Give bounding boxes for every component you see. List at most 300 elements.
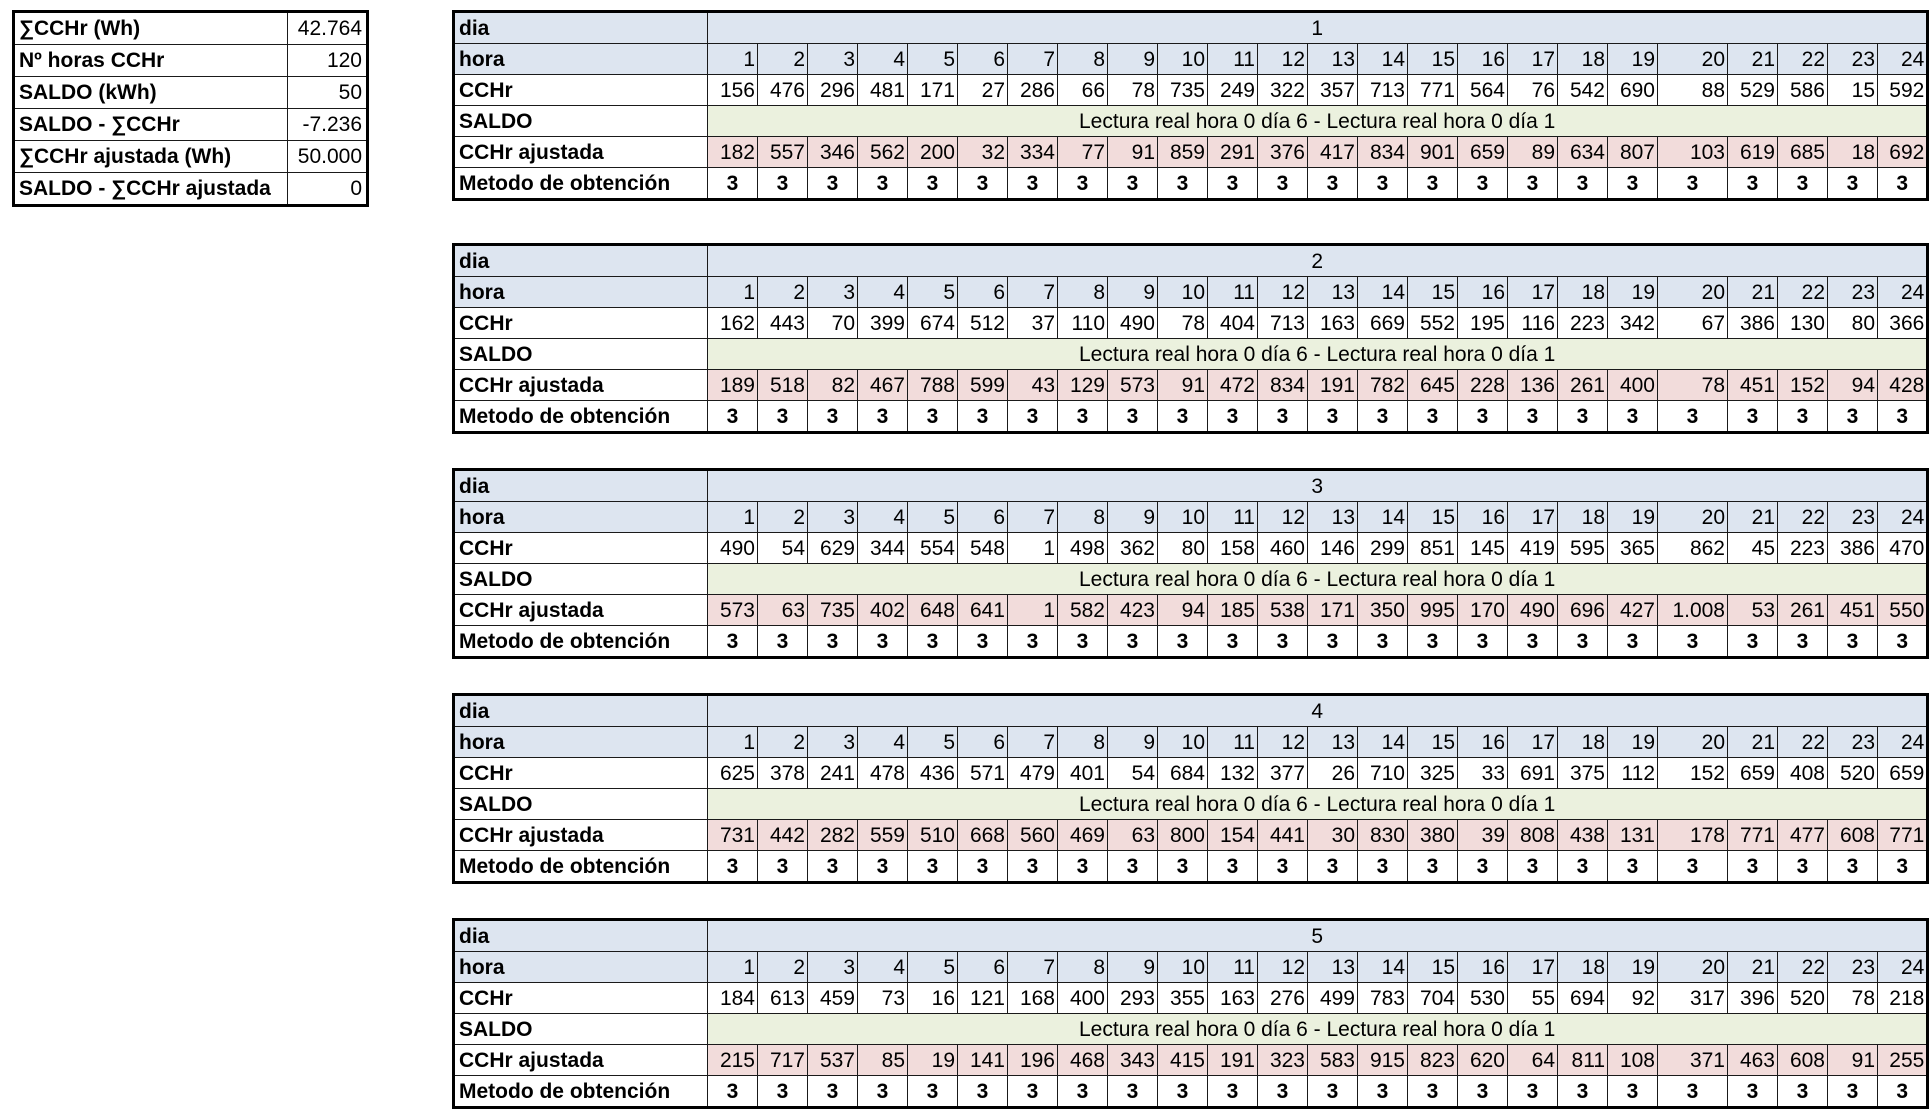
hour-cell[interactable]: 9 [1108, 277, 1158, 308]
cchr-cell[interactable]: 73 [858, 983, 908, 1014]
method-cell[interactable]: 3 [1828, 851, 1878, 883]
adjusted-cell[interactable]: 85 [858, 1045, 908, 1076]
method-cell[interactable]: 3 [958, 168, 1008, 200]
method-cell[interactable]: 3 [708, 401, 758, 433]
cchr-cell[interactable]: 286 [1008, 75, 1058, 106]
adjusted-cell[interactable]: 178 [1658, 820, 1728, 851]
method-cell[interactable]: 3 [908, 401, 958, 433]
cchr-cell[interactable]: 735 [1158, 75, 1208, 106]
method-cell[interactable]: 3 [1458, 626, 1508, 658]
adjusted-cell[interactable]: 108 [1608, 1045, 1658, 1076]
adjusted-cell[interactable]: 32 [958, 137, 1008, 168]
method-cell[interactable]: 3 [1458, 851, 1508, 883]
adjusted-cell[interactable]: 154 [1208, 820, 1258, 851]
hour-cell[interactable]: 12 [1258, 952, 1308, 983]
method-cell[interactable]: 3 [1308, 851, 1358, 883]
adjusted-cell[interactable]: 559 [858, 820, 908, 851]
cchr-cell[interactable]: 158 [1208, 533, 1258, 564]
summary-value[interactable]: 50 [288, 77, 368, 109]
cchr-cell[interactable]: 625 [708, 758, 758, 789]
adjusted-cell[interactable]: 451 [1828, 595, 1878, 626]
cchr-cell[interactable]: 783 [1358, 983, 1408, 1014]
method-cell[interactable]: 3 [1458, 401, 1508, 433]
method-cell[interactable]: 3 [1728, 1076, 1778, 1108]
hour-cell[interactable]: 22 [1778, 44, 1828, 75]
hour-cell[interactable]: 15 [1408, 727, 1458, 758]
cchr-cell[interactable]: 168 [1008, 983, 1058, 1014]
adjusted-cell[interactable]: 510 [908, 820, 958, 851]
method-cell[interactable]: 3 [1108, 851, 1158, 883]
cchr-cell[interactable]: 80 [1828, 308, 1878, 339]
adjusted-cell[interactable]: 830 [1358, 820, 1408, 851]
cchr-cell[interactable]: 223 [1778, 533, 1828, 564]
method-cell[interactable]: 3 [1608, 851, 1658, 883]
hour-cell[interactable]: 23 [1828, 727, 1878, 758]
hour-cell[interactable]: 24 [1878, 502, 1928, 533]
adjusted-cell[interactable]: 573 [708, 595, 758, 626]
cchr-cell[interactable]: 37 [1008, 308, 1058, 339]
method-cell[interactable]: 3 [708, 1076, 758, 1108]
hour-cell[interactable]: 3 [808, 502, 858, 533]
hour-cell[interactable]: 2 [758, 502, 808, 533]
hour-cell[interactable]: 7 [1008, 502, 1058, 533]
adjusted-cell[interactable]: 645 [1408, 370, 1458, 401]
method-cell[interactable]: 3 [1558, 1076, 1608, 1108]
adjusted-cell[interactable]: 323 [1258, 1045, 1308, 1076]
row-label-adjusted[interactable]: CCHr ajustada [454, 370, 708, 401]
hour-cell[interactable]: 20 [1658, 727, 1728, 758]
cchr-cell[interactable]: 419 [1508, 533, 1558, 564]
summary-value[interactable]: 0 [288, 173, 368, 206]
cchr-cell[interactable]: 659 [1728, 758, 1778, 789]
adjusted-cell[interactable]: 43 [1008, 370, 1058, 401]
cchr-cell[interactable]: 401 [1058, 758, 1108, 789]
method-cell[interactable]: 3 [1558, 168, 1608, 200]
cchr-cell[interactable]: 476 [758, 75, 808, 106]
cchr-cell[interactable]: 408 [1778, 758, 1828, 789]
cchr-cell[interactable]: 586 [1778, 75, 1828, 106]
saldo-formula-cell[interactable]: Lectura real hora 0 día 6 - Lectura real hora 0 día 1 [708, 789, 1928, 820]
row-label-saldo[interactable]: SALDO [454, 106, 708, 137]
method-cell[interactable]: 3 [858, 851, 908, 883]
cchr-cell[interactable]: 317 [1658, 983, 1728, 1014]
hour-cell[interactable]: 4 [858, 727, 908, 758]
cchr-cell[interactable]: 375 [1558, 758, 1608, 789]
hour-cell[interactable]: 12 [1258, 502, 1308, 533]
summary-value[interactable]: 50.000 [288, 141, 368, 173]
hour-cell[interactable]: 11 [1208, 502, 1258, 533]
cchr-cell[interactable]: 710 [1358, 758, 1408, 789]
adjusted-cell[interactable]: 89 [1508, 137, 1558, 168]
hour-cell[interactable]: 18 [1558, 277, 1608, 308]
cchr-cell[interactable]: 132 [1208, 758, 1258, 789]
adjusted-cell[interactable]: 608 [1778, 1045, 1828, 1076]
method-cell[interactable]: 3 [1658, 401, 1728, 433]
hour-cell[interactable]: 3 [808, 277, 858, 308]
adjusted-cell[interactable]: 659 [1458, 137, 1508, 168]
hour-cell[interactable]: 17 [1508, 727, 1558, 758]
cchr-cell[interactable]: 366 [1878, 308, 1928, 339]
hour-cell[interactable]: 10 [1158, 502, 1208, 533]
hour-cell[interactable]: 16 [1458, 277, 1508, 308]
cchr-cell[interactable]: 470 [1878, 533, 1928, 564]
adjusted-cell[interactable]: 103 [1658, 137, 1728, 168]
adjusted-cell[interactable]: 63 [758, 595, 808, 626]
hour-cell[interactable]: 20 [1658, 952, 1728, 983]
hour-cell[interactable]: 21 [1728, 502, 1778, 533]
method-cell[interactable]: 3 [1828, 168, 1878, 200]
adjusted-cell[interactable]: 648 [908, 595, 958, 626]
method-cell[interactable]: 3 [1878, 626, 1928, 658]
adjusted-cell[interactable]: 467 [858, 370, 908, 401]
cchr-cell[interactable]: 299 [1358, 533, 1408, 564]
cchr-cell[interactable]: 355 [1158, 983, 1208, 1014]
summary-label[interactable]: SALDO - ∑CCHr ajustada [14, 173, 288, 206]
hour-cell[interactable]: 14 [1358, 727, 1408, 758]
adjusted-cell[interactable]: 915 [1358, 1045, 1408, 1076]
hour-cell[interactable]: 18 [1558, 952, 1608, 983]
cchr-cell[interactable]: 344 [858, 533, 908, 564]
adjusted-cell[interactable]: 807 [1608, 137, 1658, 168]
method-cell[interactable]: 3 [1358, 1076, 1408, 1108]
day-number[interactable]: 4 [708, 695, 1928, 727]
method-cell[interactable]: 3 [1158, 626, 1208, 658]
method-cell[interactable]: 3 [708, 851, 758, 883]
cchr-cell[interactable]: 404 [1208, 308, 1258, 339]
hour-cell[interactable]: 16 [1458, 727, 1508, 758]
hour-cell[interactable]: 11 [1208, 44, 1258, 75]
hour-cell[interactable]: 20 [1658, 44, 1728, 75]
adjusted-cell[interactable]: 30 [1308, 820, 1358, 851]
hour-cell[interactable]: 10 [1158, 727, 1208, 758]
method-cell[interactable]: 3 [808, 1076, 858, 1108]
adjusted-cell[interactable]: 334 [1008, 137, 1058, 168]
summary-label[interactable]: Nº horas CCHr [14, 45, 288, 77]
adjusted-cell[interactable]: 685 [1778, 137, 1828, 168]
cchr-cell[interactable]: 15 [1828, 75, 1878, 106]
cchr-cell[interactable]: 490 [708, 533, 758, 564]
cchr-cell[interactable]: 520 [1778, 983, 1828, 1014]
method-cell[interactable]: 3 [808, 851, 858, 883]
hour-cell[interactable]: 3 [808, 727, 858, 758]
cchr-cell[interactable]: 163 [1308, 308, 1358, 339]
method-cell[interactable]: 3 [1508, 626, 1558, 658]
method-cell[interactable]: 3 [1108, 1076, 1158, 1108]
cchr-cell[interactable]: 490 [1108, 308, 1158, 339]
summary-label[interactable]: SALDO - ∑CCHr [14, 109, 288, 141]
adjusted-cell[interactable]: 261 [1558, 370, 1608, 401]
cchr-cell[interactable]: 771 [1408, 75, 1458, 106]
method-cell[interactable]: 3 [1728, 168, 1778, 200]
adjusted-cell[interactable]: 53 [1728, 595, 1778, 626]
adjusted-cell[interactable]: 228 [1458, 370, 1508, 401]
adjusted-cell[interactable]: 82 [808, 370, 858, 401]
adjusted-cell[interactable]: 343 [1108, 1045, 1158, 1076]
hour-cell[interactable]: 6 [958, 44, 1008, 75]
cchr-cell[interactable]: 33 [1458, 758, 1508, 789]
row-label-method[interactable]: Metodo de obtención [454, 626, 708, 658]
adjusted-cell[interactable]: 619 [1728, 137, 1778, 168]
method-cell[interactable]: 3 [708, 168, 758, 200]
hour-cell[interactable]: 22 [1778, 502, 1828, 533]
row-label-dia[interactable]: dia [454, 695, 708, 727]
method-cell[interactable]: 3 [858, 401, 908, 433]
adjusted-cell[interactable]: 518 [758, 370, 808, 401]
saldo-formula-cell[interactable]: Lectura real hora 0 día 6 - Lectura real hora 0 día 1 [708, 106, 1928, 137]
method-cell[interactable]: 3 [1108, 168, 1158, 200]
cchr-cell[interactable]: 249 [1208, 75, 1258, 106]
method-cell[interactable]: 3 [1358, 401, 1408, 433]
method-cell[interactable]: 3 [758, 626, 808, 658]
cchr-cell[interactable]: 674 [908, 308, 958, 339]
method-cell[interactable]: 3 [1828, 1076, 1878, 1108]
adjusted-cell[interactable]: 18 [1828, 137, 1878, 168]
hour-cell[interactable]: 12 [1258, 277, 1308, 308]
method-cell[interactable]: 3 [1508, 168, 1558, 200]
adjusted-cell[interactable]: 771 [1728, 820, 1778, 851]
method-cell[interactable]: 3 [858, 168, 908, 200]
hour-cell[interactable]: 13 [1308, 727, 1358, 758]
adjusted-cell[interactable]: 859 [1158, 137, 1208, 168]
cchr-cell[interactable]: 691 [1508, 758, 1558, 789]
hour-cell[interactable]: 19 [1608, 952, 1658, 983]
cchr-cell[interactable]: 218 [1878, 983, 1928, 1014]
cchr-cell[interactable]: 54 [758, 533, 808, 564]
adjusted-cell[interactable]: 560 [1008, 820, 1058, 851]
cchr-cell[interactable]: 223 [1558, 308, 1608, 339]
hour-cell[interactable]: 3 [808, 952, 858, 983]
hour-cell[interactable]: 21 [1728, 277, 1778, 308]
hour-cell[interactable]: 3 [808, 44, 858, 75]
hour-cell[interactable]: 15 [1408, 44, 1458, 75]
adjusted-cell[interactable]: 91 [1828, 1045, 1878, 1076]
adjusted-cell[interactable]: 811 [1558, 1045, 1608, 1076]
method-cell[interactable]: 3 [1658, 851, 1728, 883]
hour-cell[interactable]: 14 [1358, 277, 1408, 308]
row-label-cchr[interactable]: CCHr [454, 75, 708, 106]
cchr-cell[interactable]: 713 [1358, 75, 1408, 106]
adjusted-cell[interactable]: 562 [858, 137, 908, 168]
cchr-cell[interactable]: 88 [1658, 75, 1728, 106]
adjusted-cell[interactable]: 152 [1778, 370, 1828, 401]
adjusted-cell[interactable]: 800 [1158, 820, 1208, 851]
hour-cell[interactable]: 18 [1558, 44, 1608, 75]
adjusted-cell[interactable]: 91 [1158, 370, 1208, 401]
hour-cell[interactable]: 19 [1608, 277, 1658, 308]
method-cell[interactable]: 3 [1608, 1076, 1658, 1108]
adjusted-cell[interactable]: 39 [1458, 820, 1508, 851]
method-cell[interactable]: 3 [1558, 851, 1608, 883]
method-cell[interactable]: 3 [1008, 401, 1058, 433]
cchr-cell[interactable]: 116 [1508, 308, 1558, 339]
adjusted-cell[interactable]: 731 [708, 820, 758, 851]
cchr-cell[interactable]: 121 [958, 983, 1008, 1014]
cchr-cell[interactable]: 862 [1658, 533, 1728, 564]
cchr-cell[interactable]: 293 [1108, 983, 1158, 1014]
row-label-adjusted[interactable]: CCHr ajustada [454, 595, 708, 626]
cchr-cell[interactable]: 400 [1058, 983, 1108, 1014]
adjusted-cell[interactable]: 538 [1258, 595, 1308, 626]
cchr-cell[interactable]: 443 [758, 308, 808, 339]
hour-cell[interactable]: 24 [1878, 44, 1928, 75]
row-label-method[interactable]: Metodo de obtención [454, 1076, 708, 1108]
cchr-cell[interactable]: 694 [1558, 983, 1608, 1014]
cchr-cell[interactable]: 499 [1308, 983, 1358, 1014]
cchr-cell[interactable]: 1 [1008, 533, 1058, 564]
hour-cell[interactable]: 18 [1558, 727, 1608, 758]
adjusted-cell[interactable]: 376 [1258, 137, 1308, 168]
cchr-cell[interactable]: 362 [1108, 533, 1158, 564]
hour-cell[interactable]: 5 [908, 44, 958, 75]
adjusted-cell[interactable]: 346 [808, 137, 858, 168]
cchr-cell[interactable]: 27 [958, 75, 1008, 106]
hour-cell[interactable]: 2 [758, 277, 808, 308]
hour-cell[interactable]: 5 [908, 277, 958, 308]
cchr-cell[interactable]: 76 [1508, 75, 1558, 106]
hour-cell[interactable]: 2 [758, 44, 808, 75]
cchr-cell[interactable]: 713 [1258, 308, 1308, 339]
hour-cell[interactable]: 9 [1108, 727, 1158, 758]
cchr-cell[interactable]: 26 [1308, 758, 1358, 789]
method-cell[interactable]: 3 [1208, 626, 1258, 658]
hour-cell[interactable]: 24 [1878, 727, 1928, 758]
hour-cell[interactable]: 17 [1508, 44, 1558, 75]
cchr-cell[interactable]: 851 [1408, 533, 1458, 564]
adjusted-cell[interactable]: 1 [1008, 595, 1058, 626]
cchr-cell[interactable]: 520 [1828, 758, 1878, 789]
cchr-cell[interactable]: 66 [1058, 75, 1108, 106]
cchr-cell[interactable]: 325 [1408, 758, 1458, 789]
cchr-cell[interactable]: 171 [908, 75, 958, 106]
cchr-cell[interactable]: 162 [708, 308, 758, 339]
method-cell[interactable]: 3 [1108, 626, 1158, 658]
adjusted-cell[interactable]: 200 [908, 137, 958, 168]
adjusted-cell[interactable]: 185 [1208, 595, 1258, 626]
method-cell[interactable]: 3 [1008, 626, 1058, 658]
adjusted-cell[interactable]: 668 [958, 820, 1008, 851]
method-cell[interactable]: 3 [958, 401, 1008, 433]
adjusted-cell[interactable]: 717 [758, 1045, 808, 1076]
method-cell[interactable]: 3 [1828, 401, 1878, 433]
saldo-formula-cell[interactable]: Lectura real hora 0 día 6 - Lectura real hora 0 día 1 [708, 339, 1928, 370]
row-label-dia[interactable]: dia [454, 12, 708, 44]
hour-cell[interactable]: 17 [1508, 502, 1558, 533]
row-label-hora[interactable]: hora [454, 952, 708, 983]
cchr-cell[interactable]: 512 [958, 308, 1008, 339]
hour-cell[interactable]: 6 [958, 277, 1008, 308]
method-cell[interactable]: 3 [1458, 1076, 1508, 1108]
hour-cell[interactable]: 21 [1728, 952, 1778, 983]
adjusted-cell[interactable]: 94 [1828, 370, 1878, 401]
cchr-cell[interactable]: 659 [1878, 758, 1928, 789]
method-cell[interactable]: 3 [1108, 401, 1158, 433]
method-cell[interactable]: 3 [1258, 626, 1308, 658]
hour-cell[interactable]: 12 [1258, 727, 1308, 758]
hour-cell[interactable]: 10 [1158, 44, 1208, 75]
method-cell[interactable]: 3 [1728, 401, 1778, 433]
hour-cell[interactable]: 19 [1608, 44, 1658, 75]
hour-cell[interactable]: 20 [1658, 502, 1728, 533]
method-cell[interactable]: 3 [958, 626, 1008, 658]
method-cell[interactable]: 3 [1358, 168, 1408, 200]
adjusted-cell[interactable]: 196 [1008, 1045, 1058, 1076]
method-cell[interactable]: 3 [908, 851, 958, 883]
hour-cell[interactable]: 23 [1828, 502, 1878, 533]
hour-cell[interactable]: 5 [908, 727, 958, 758]
hour-cell[interactable]: 15 [1408, 277, 1458, 308]
summary-label[interactable]: SALDO (kWh) [14, 77, 288, 109]
row-label-adjusted[interactable]: CCHr ajustada [454, 137, 708, 168]
method-cell[interactable]: 3 [1558, 401, 1608, 433]
adjusted-cell[interactable]: 423 [1108, 595, 1158, 626]
method-cell[interactable]: 3 [1308, 1076, 1358, 1108]
summary-label[interactable]: ∑CCHr ajustada (Wh) [14, 141, 288, 173]
adjusted-cell[interactable]: 608 [1828, 820, 1878, 851]
method-cell[interactable]: 3 [708, 626, 758, 658]
adjusted-cell[interactable]: 63 [1108, 820, 1158, 851]
row-label-saldo[interactable]: SALDO [454, 564, 708, 595]
adjusted-cell[interactable]: 634 [1558, 137, 1608, 168]
day-number[interactable]: 1 [708, 12, 1928, 44]
row-label-dia[interactable]: dia [454, 920, 708, 952]
adjusted-cell[interactable]: 78 [1658, 370, 1728, 401]
hour-cell[interactable]: 1 [708, 44, 758, 75]
hour-cell[interactable]: 6 [958, 502, 1008, 533]
cchr-cell[interactable]: 365 [1608, 533, 1658, 564]
row-label-cchr[interactable]: CCHr [454, 533, 708, 564]
adjusted-cell[interactable]: 438 [1558, 820, 1608, 851]
adjusted-cell[interactable]: 191 [1208, 1045, 1258, 1076]
cchr-cell[interactable]: 529 [1728, 75, 1778, 106]
row-label-saldo[interactable]: SALDO [454, 1014, 708, 1045]
method-cell[interactable]: 3 [758, 851, 808, 883]
cchr-cell[interactable]: 184 [708, 983, 758, 1014]
cchr-cell[interactable]: 530 [1458, 983, 1508, 1014]
method-cell[interactable]: 3 [1058, 851, 1108, 883]
hour-cell[interactable]: 8 [1058, 277, 1108, 308]
hour-cell[interactable]: 11 [1208, 952, 1258, 983]
hour-cell[interactable]: 4 [858, 502, 908, 533]
hour-cell[interactable]: 7 [1008, 727, 1058, 758]
saldo-formula-cell[interactable]: Lectura real hora 0 día 6 - Lectura real hora 0 día 1 [708, 564, 1928, 595]
hour-cell[interactable]: 1 [708, 277, 758, 308]
hour-cell[interactable]: 22 [1778, 277, 1828, 308]
adjusted-cell[interactable]: 261 [1778, 595, 1828, 626]
cchr-cell[interactable]: 481 [858, 75, 908, 106]
method-cell[interactable]: 3 [1158, 401, 1208, 433]
cchr-cell[interactable]: 296 [808, 75, 858, 106]
cchr-cell[interactable]: 377 [1258, 758, 1308, 789]
adjusted-cell[interactable]: 537 [808, 1045, 858, 1076]
hour-cell[interactable]: 23 [1828, 277, 1878, 308]
cchr-cell[interactable]: 357 [1308, 75, 1358, 106]
adjusted-cell[interactable]: 427 [1608, 595, 1658, 626]
method-cell[interactable]: 3 [1408, 851, 1458, 883]
hour-cell[interactable]: 8 [1058, 952, 1108, 983]
hour-cell[interactable]: 22 [1778, 952, 1828, 983]
method-cell[interactable]: 3 [1778, 168, 1828, 200]
hour-cell[interactable]: 8 [1058, 502, 1108, 533]
cchr-cell[interactable]: 92 [1608, 983, 1658, 1014]
adjusted-cell[interactable]: 599 [958, 370, 1008, 401]
row-label-hora[interactable]: hora [454, 44, 708, 75]
method-cell[interactable]: 3 [858, 626, 908, 658]
method-cell[interactable]: 3 [1508, 851, 1558, 883]
hour-cell[interactable]: 4 [858, 44, 908, 75]
adjusted-cell[interactable]: 550 [1878, 595, 1928, 626]
row-label-cchr[interactable]: CCHr [454, 308, 708, 339]
method-cell[interactable]: 3 [1058, 626, 1108, 658]
